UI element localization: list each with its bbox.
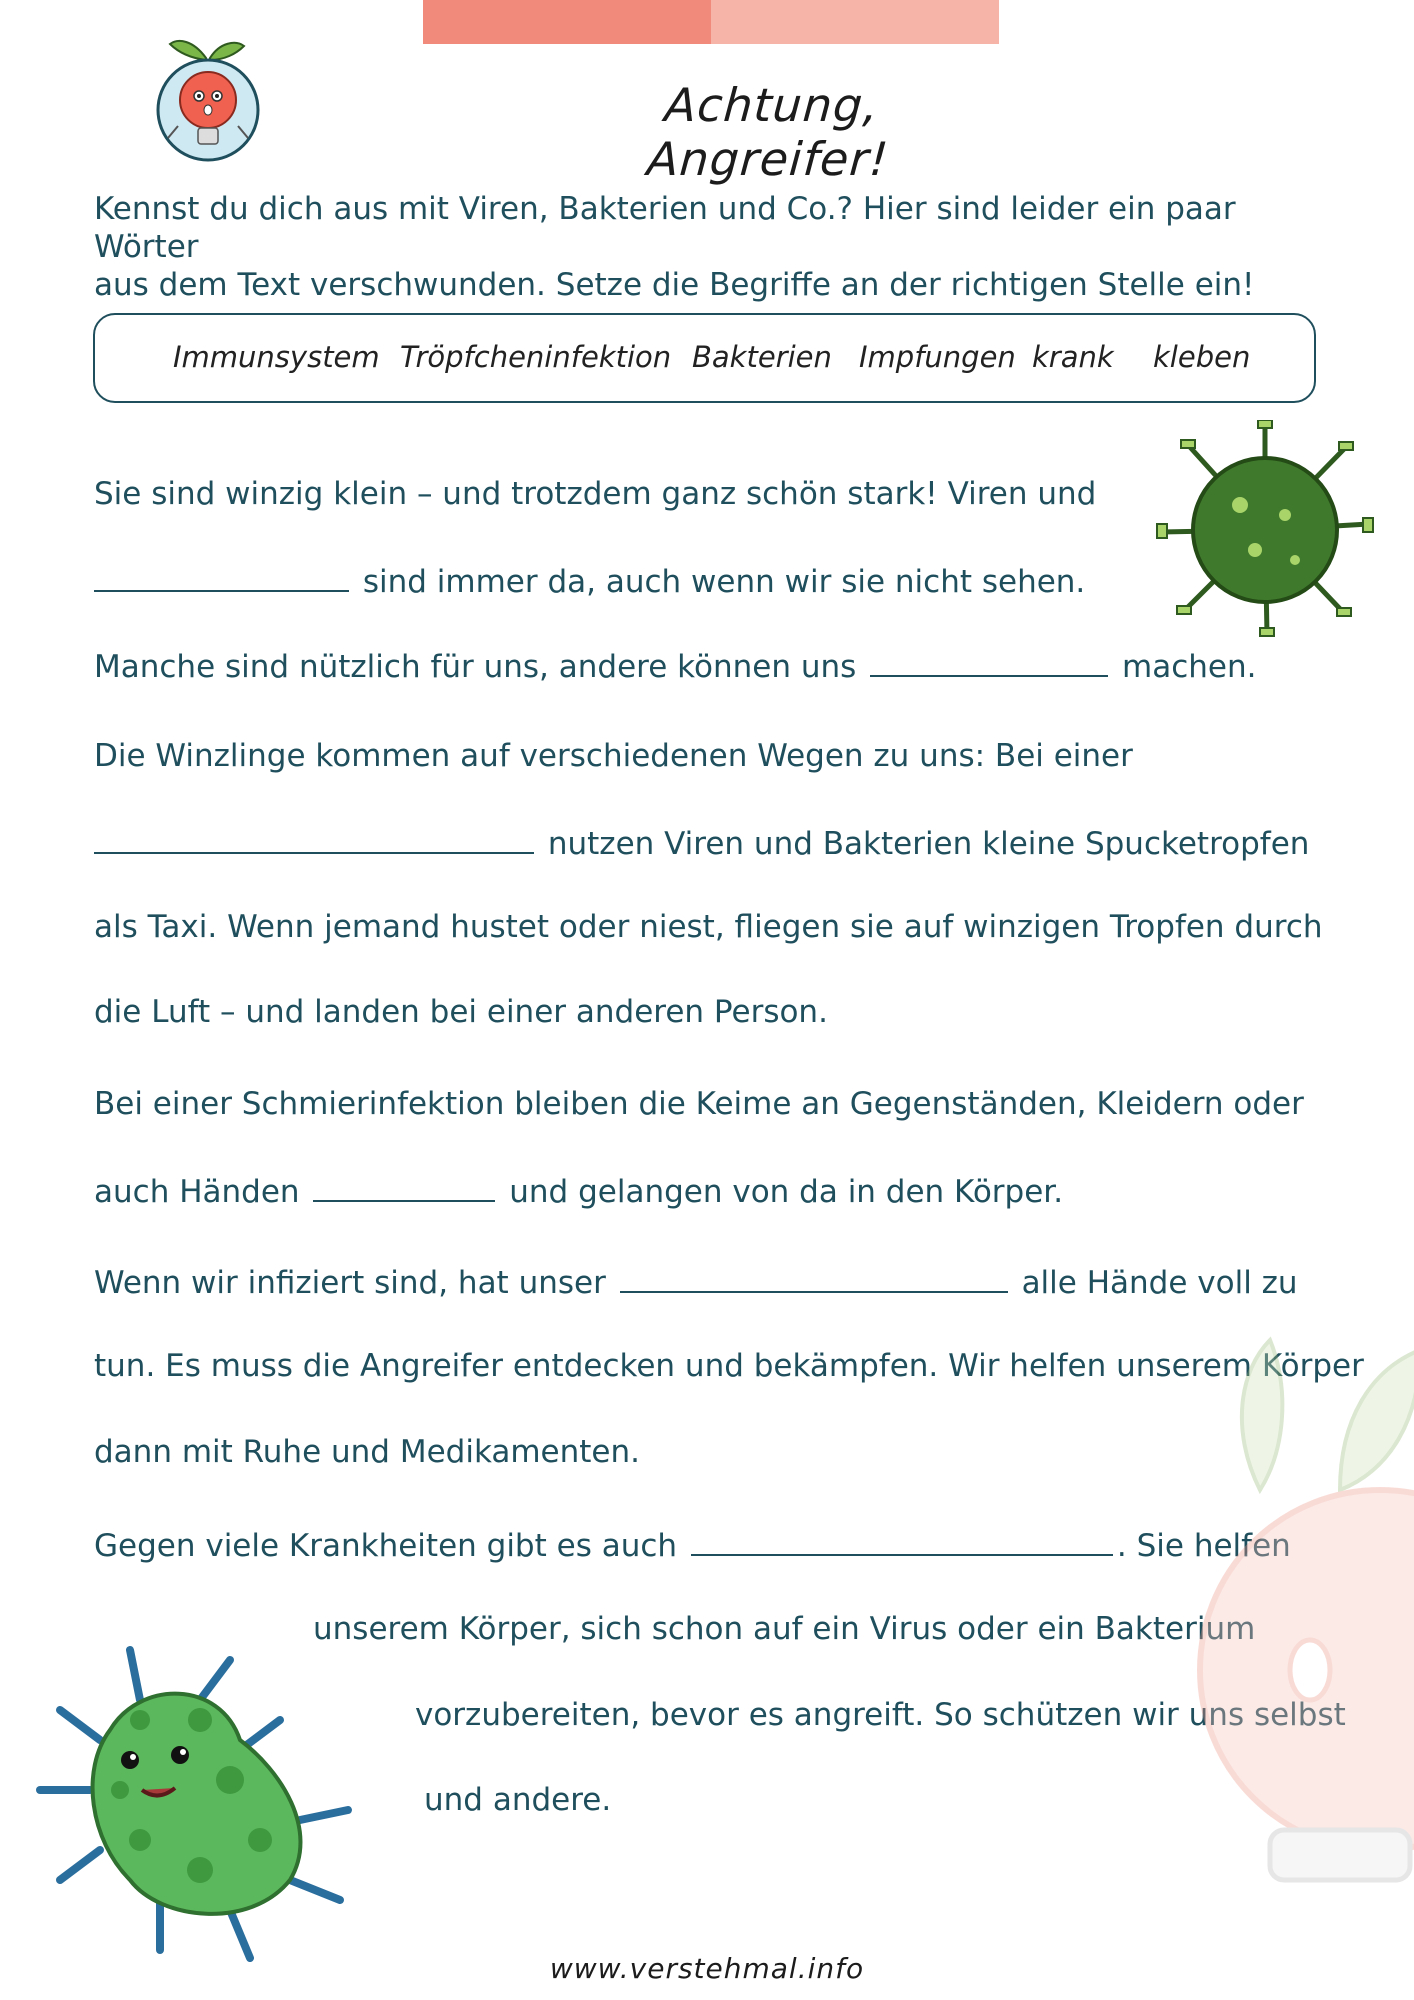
blank-5[interactable] (620, 1263, 1008, 1293)
instructions-line-2: aus dem Text verschwunden. Setze die Begriffe an der richtigen Stelle ein! (94, 267, 1255, 303)
word-bank-item: Bakterien (692, 340, 832, 374)
accent-bar-left (423, 0, 711, 44)
accent-bar-right (711, 0, 999, 44)
text-line-3 (94, 647, 1256, 685)
mascot-watermark-icon (1190, 1310, 1414, 1890)
blank-2[interactable] (870, 647, 1108, 677)
text-line-11: tun. Es muss die Angreifer entdecken und bekämpfen. Wir helfen unserem Körper (94, 1348, 1364, 1384)
text-line-12: dann mit Ruhe und Medikamenten. (94, 1434, 640, 1470)
text-line-1: Sie sind winzig klein – und trotzdem ganz schön stark! Viren und (94, 476, 1097, 512)
text-line-13-b: . Sie helfen (1116, 1528, 1291, 1564)
instructions-line-1: Kennst du dich aus mit Viren, Bakterien und Co.? Hier sind leider ein paar Wörter (94, 191, 1236, 265)
text-line-8: Bei einer Schmierinfektion bleiben die Keime an Gegenständen, Kleidern oder (94, 1086, 1304, 1122)
top-accent-bar (423, 0, 999, 44)
mascot-logo-icon (148, 30, 268, 165)
text-line-2-text: sind immer da, auch wenn wir sie nicht sehen. (362, 564, 1086, 600)
page-title: Achtung, Angreifer! (645, 78, 891, 186)
footer-website: www.verstehmal.info (549, 1952, 865, 1985)
text-line-5-text: nutzen Viren und Bakterien kleine Spucketropfen (547, 826, 1310, 862)
word-bank-item: kleben (1153, 340, 1251, 374)
virus-illustration-icon (1155, 420, 1375, 640)
text-line-5 (94, 824, 1309, 862)
text-line-10-b: alle Hände voll zu (1021, 1265, 1298, 1301)
text-line-13 (94, 1526, 1291, 1564)
text-line-4: Die Winzlinge kommen auf verschiedenen Wegen zu uns: Bei einer (94, 738, 1133, 774)
word-bank-item: Impfungen (859, 340, 1016, 374)
text-line-16: und andere. (424, 1782, 612, 1818)
text-line-13-a: Gegen viele Krankheiten gibt es auch (94, 1528, 678, 1564)
text-line-14: unserem Körper, sich schon auf ein Virus oder ein Bakterium (313, 1611, 1256, 1647)
text-line-2 (94, 562, 1085, 600)
blank-3[interactable] (94, 824, 534, 854)
word-bank (93, 313, 1316, 403)
blank-6[interactable] (691, 1526, 1113, 1556)
blank-4[interactable] (313, 1172, 495, 1202)
text-line-10-a: Wenn wir infiziert sind, hat unser (94, 1265, 606, 1301)
text-line-7: die Luft – und landen bei einer anderen Person. (94, 994, 828, 1030)
word-bank-item: krank (1032, 340, 1114, 374)
word-bank-item: Tröpfcheninfektion (400, 340, 672, 374)
text-line-9-a: auch Händen (94, 1174, 300, 1210)
text-line-15: vorzubereiten, bevor es angreift. So schützen wir uns selbst (415, 1697, 1346, 1733)
instructions (94, 190, 1334, 304)
word-bank-item: Immunsystem (173, 340, 380, 374)
text-line-3-b: machen. (1122, 649, 1257, 685)
blank-1[interactable] (94, 562, 349, 592)
text-line-10 (94, 1263, 1298, 1301)
text-line-3-a: Manche sind nützlich für uns, andere können uns (94, 649, 857, 685)
bacterium-illustration-icon (30, 1640, 370, 1970)
text-line-9-b: und gelangen von da in den Körper. (509, 1174, 1064, 1210)
text-line-6: als Taxi. Wenn jemand hustet oder niest, fliegen sie auf winzigen Tropfen durch (94, 909, 1323, 945)
text-line-9 (94, 1172, 1063, 1210)
